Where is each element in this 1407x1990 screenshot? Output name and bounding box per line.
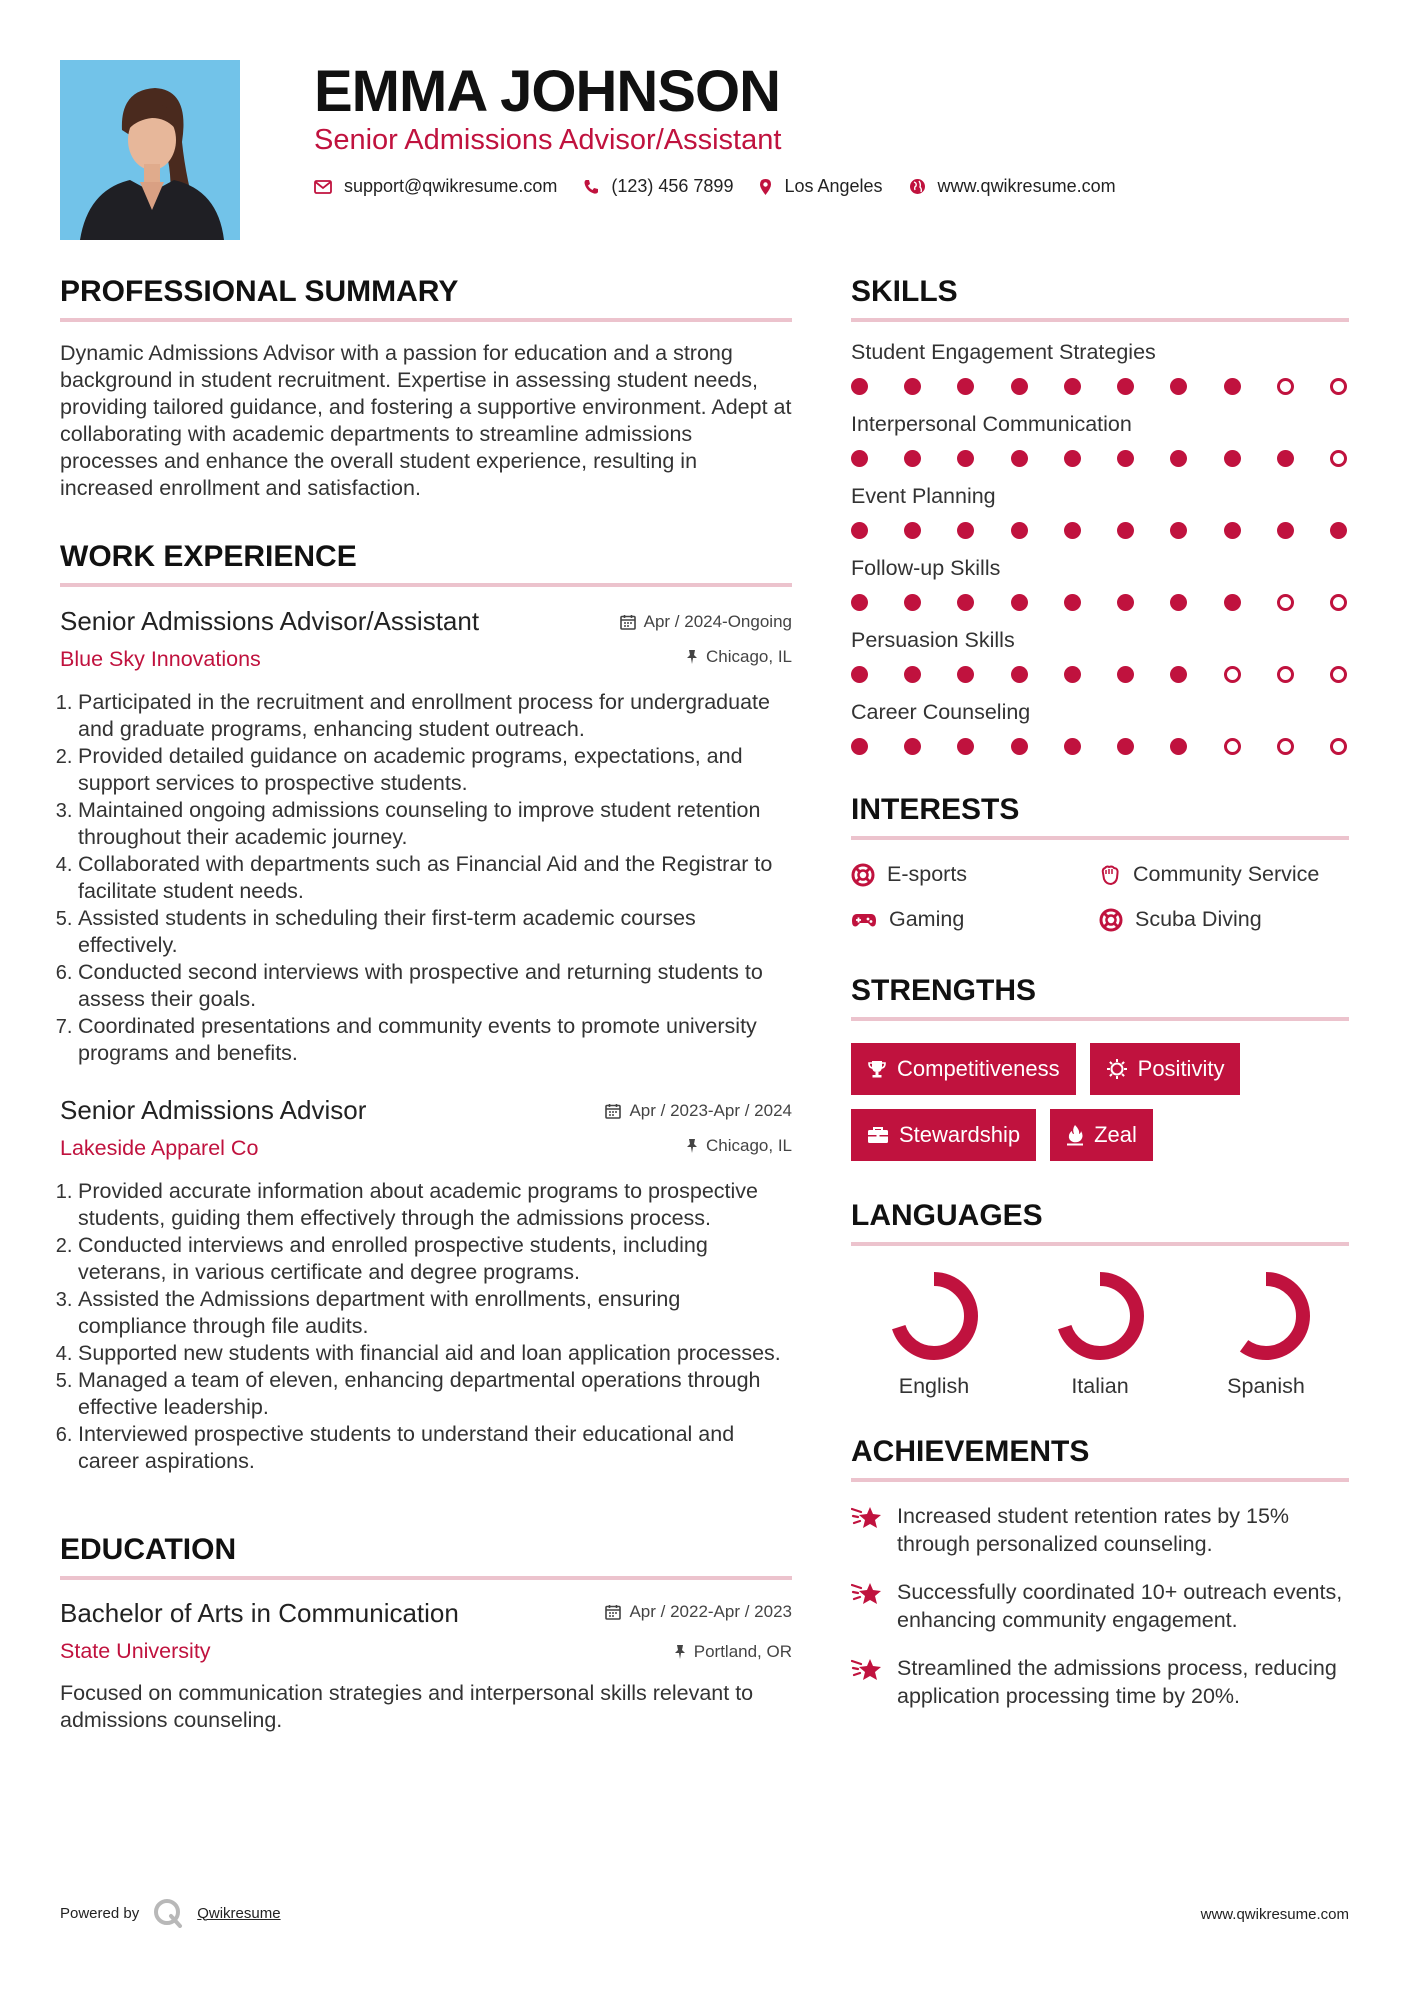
skills-divider bbox=[851, 318, 1349, 322]
achievements-section bbox=[851, 1435, 1349, 1710]
fire-icon bbox=[1066, 1124, 1084, 1146]
rating-dot-filled bbox=[1330, 522, 1347, 539]
achievement-text: Successfully coordinated 10+ outreach events, enhancing community engagement. bbox=[897, 1580, 1343, 1632]
profile-photo bbox=[60, 60, 240, 240]
powered-by-text: Powered by bbox=[60, 1904, 140, 1922]
rating-dot-filled bbox=[1117, 594, 1134, 611]
rating-dot-filled bbox=[1170, 738, 1187, 755]
rating-dot-filled bbox=[957, 594, 974, 611]
rating-dot-filled bbox=[851, 594, 868, 611]
calendar-icon bbox=[605, 1604, 621, 1620]
rating-dot-empty bbox=[1277, 738, 1294, 755]
interests-grid bbox=[851, 862, 1349, 932]
rating-dot-filled bbox=[1117, 738, 1134, 755]
skill-name: Persuasion Skills bbox=[851, 628, 1015, 652]
achievements-title: ACHIEVEMENTS bbox=[851, 1435, 1090, 1468]
rating-dot-filled bbox=[1011, 522, 1028, 539]
rating-dot-filled bbox=[1224, 378, 1241, 395]
job-location-text: Chicago, IL bbox=[706, 647, 792, 666]
job-entry bbox=[60, 606, 792, 1067]
rating-dot-empty bbox=[1330, 594, 1347, 611]
rating-dot-empty bbox=[1277, 378, 1294, 395]
pushpin-icon bbox=[686, 649, 698, 665]
lifebuoy-icon bbox=[851, 863, 875, 887]
rating-dot-filled bbox=[1277, 450, 1294, 467]
education-location-text: Portland, OR bbox=[693, 1642, 792, 1661]
strengths-badges bbox=[851, 1043, 1349, 1175]
list-item: 2. Conducted interviews and enrolled prospective students, including veterans, in various certificate and degree programs. bbox=[78, 1232, 792, 1286]
rating-dot-filled bbox=[957, 666, 974, 683]
strengths-section bbox=[851, 974, 1349, 1175]
achievement-text: Streamlined the admissions process, reducing application processing time by 20%. bbox=[897, 1656, 1337, 1708]
strength-badge bbox=[1050, 1109, 1153, 1161]
rating-dot-filled bbox=[1064, 522, 1081, 539]
candidate-role: Senior Admissions Advisor/Assistant bbox=[314, 124, 782, 156]
rating-dot-filled bbox=[1277, 522, 1294, 539]
interests-divider bbox=[851, 836, 1349, 840]
rating-dot-filled bbox=[1064, 378, 1081, 395]
rating-dot-filled bbox=[1064, 738, 1081, 755]
achievement-item bbox=[851, 1654, 1349, 1710]
rating-dot-filled bbox=[851, 378, 868, 395]
rating-dot-empty bbox=[1330, 378, 1347, 395]
qwikresume-logo-icon bbox=[153, 1898, 183, 1928]
shooting-star-icon bbox=[851, 1580, 885, 1606]
left-column bbox=[60, 275, 792, 1734]
achievement-text: Increased student retention rates by 15% through personalized counseling. bbox=[897, 1504, 1290, 1556]
list-item: 3. Assisted the Admissions department with enrollments, ensuring compliance through file audits. bbox=[78, 1286, 792, 1340]
strength-badge bbox=[851, 1109, 1036, 1161]
rating-dot-empty bbox=[1277, 594, 1294, 611]
language-ring bbox=[888, 1270, 980, 1362]
job-title: Senior Admissions Advisor bbox=[60, 1095, 367, 1125]
interest-label: Gaming bbox=[889, 907, 965, 931]
rating-dot-filled bbox=[1011, 666, 1028, 683]
rating-dot-filled bbox=[1064, 594, 1081, 611]
rating-dot-filled bbox=[851, 450, 868, 467]
rating-dot-filled bbox=[1117, 522, 1134, 539]
globe-icon bbox=[909, 178, 926, 195]
skills-list bbox=[851, 340, 1349, 755]
school-name: State University bbox=[60, 1639, 211, 1663]
list-item: 7. Coordinated presentations and community events to promote university programs and benefits. bbox=[78, 1013, 792, 1067]
languages-title: LANGUAGES bbox=[851, 1199, 1043, 1232]
language-label: Italian bbox=[1071, 1374, 1129, 1398]
job-title: Senior Admissions Advisor/Assistant bbox=[60, 606, 480, 636]
job-entry bbox=[60, 1095, 792, 1475]
sun-icon bbox=[1106, 1058, 1128, 1080]
skill-rating bbox=[851, 522, 1349, 539]
email-text: support@qwikresume.com bbox=[344, 176, 558, 196]
job-date-text: Apr / 2024-Ongoing bbox=[643, 612, 792, 631]
contact-website[interactable] bbox=[909, 176, 1116, 197]
interest-label: Community Service bbox=[1133, 862, 1320, 886]
skill-name: Interpersonal Communication bbox=[851, 412, 1132, 436]
pushpin-icon bbox=[686, 1138, 698, 1154]
strength-label: Competitiveness bbox=[897, 1056, 1060, 1081]
job-bullets bbox=[60, 1178, 792, 1475]
language-item bbox=[1017, 1270, 1183, 1399]
rating-dot-empty bbox=[1277, 666, 1294, 683]
rating-dot-filled bbox=[1224, 450, 1241, 467]
education-divider bbox=[60, 1576, 792, 1580]
list-item: 1. Participated in the recruitment and enrollment process for undergraduate and graduate programs, enhancing student outreach. bbox=[78, 689, 792, 743]
gamepad-icon bbox=[851, 911, 877, 929]
contact-bar bbox=[314, 176, 1142, 197]
language-ring-arc bbox=[1063, 1279, 1137, 1353]
interests-title: INTERESTS bbox=[851, 793, 1020, 826]
summary-divider bbox=[60, 318, 792, 322]
shooting-star-icon bbox=[851, 1656, 885, 1682]
interest-label: E-sports bbox=[887, 862, 968, 886]
language-ring bbox=[1220, 1270, 1312, 1362]
language-item bbox=[851, 1270, 1017, 1399]
languages-list bbox=[851, 1270, 1349, 1399]
languages-section bbox=[851, 1199, 1349, 1399]
pushpin-icon bbox=[674, 1644, 686, 1660]
summary-section bbox=[60, 275, 792, 502]
list-item: 1. Provided accurate information about academic programs to prospective students, guiding them effectively through the admissions process. bbox=[78, 1178, 792, 1232]
job-location bbox=[686, 1136, 792, 1156]
map-pin-icon bbox=[759, 178, 772, 196]
language-ring-arc bbox=[897, 1279, 971, 1353]
rating-dot-filled bbox=[1011, 594, 1028, 611]
rating-dot-filled bbox=[851, 522, 868, 539]
job-date bbox=[605, 1101, 792, 1121]
rating-dot-filled bbox=[1011, 378, 1028, 395]
rating-dot-filled bbox=[1170, 450, 1187, 467]
language-label: English bbox=[898, 1374, 970, 1398]
education-location bbox=[674, 1642, 792, 1662]
rating-dot-filled bbox=[1224, 594, 1241, 611]
achievements-divider bbox=[851, 1478, 1349, 1482]
skill-name: Student Engagement Strategies bbox=[851, 340, 1156, 364]
rating-dot-filled bbox=[1224, 522, 1241, 539]
job-date bbox=[620, 612, 792, 632]
language-ring-arc bbox=[1229, 1279, 1303, 1353]
list-item: 3. Maintained ongoing admissions counseling to improve student retention throughout their academic journey. bbox=[78, 797, 792, 851]
skill-rating bbox=[851, 450, 1349, 467]
briefcase-icon bbox=[867, 1126, 889, 1144]
rating-dot-filled bbox=[1170, 378, 1187, 395]
experience-divider bbox=[60, 583, 792, 587]
rating-dot-filled bbox=[957, 522, 974, 539]
rating-dot-filled bbox=[851, 738, 868, 755]
shooting-star-icon bbox=[851, 1504, 885, 1530]
skills-title: SKILLS bbox=[851, 275, 958, 308]
job-location-text: Chicago, IL bbox=[706, 1136, 792, 1155]
interest-item bbox=[851, 907, 1099, 932]
skills-section bbox=[851, 275, 1349, 755]
rating-dot-filled bbox=[1064, 666, 1081, 683]
achievement-item bbox=[851, 1502, 1349, 1558]
job-bullets bbox=[60, 689, 792, 1067]
education-date bbox=[605, 1602, 792, 1622]
rating-dot-filled bbox=[1117, 450, 1134, 467]
interest-item bbox=[851, 862, 1099, 887]
calendar-icon bbox=[605, 1103, 621, 1119]
rating-dot-filled bbox=[1170, 666, 1187, 683]
contact-email[interactable] bbox=[314, 176, 557, 197]
skill-name: Follow-up Skills bbox=[851, 556, 1001, 580]
rating-dot-filled bbox=[957, 378, 974, 395]
strengths-title: STRENGTHS bbox=[851, 974, 1037, 1007]
envelope-icon bbox=[314, 180, 332, 194]
skill-rating bbox=[851, 666, 1349, 683]
list-item: 5. Assisted students in scheduling their first-term academic courses effectively. bbox=[78, 905, 792, 959]
strength-badge bbox=[851, 1043, 1076, 1095]
interest-label: Scuba Diving bbox=[1135, 907, 1262, 931]
rating-dot-filled bbox=[904, 594, 921, 611]
rating-dot-filled bbox=[1011, 450, 1028, 467]
rating-dot-filled bbox=[904, 378, 921, 395]
lifebuoy-icon bbox=[1099, 908, 1123, 932]
skill-name: Event Planning bbox=[851, 484, 996, 508]
candidate-name: EMMA JOHNSON bbox=[314, 59, 780, 124]
contact-location bbox=[759, 176, 882, 197]
footer-url[interactable]: www.qwikresume.com bbox=[1200, 1906, 1349, 1923]
rating-dot-filled bbox=[957, 738, 974, 755]
phone-icon bbox=[583, 179, 599, 195]
education-entry bbox=[60, 1598, 792, 1734]
rating-dot-filled bbox=[1064, 450, 1081, 467]
list-item: 4. Supported new students with financial aid and loan application processes. bbox=[78, 1340, 792, 1367]
skill-rating bbox=[851, 378, 1349, 395]
skill-rating bbox=[851, 738, 1349, 755]
interests-section bbox=[851, 793, 1349, 932]
rating-dot-filled bbox=[904, 450, 921, 467]
job-company: Blue Sky Innovations bbox=[60, 647, 261, 671]
list-item: 6. Interviewed prospective students to understand their educational and career aspirations. bbox=[78, 1421, 792, 1475]
rating-dot-filled bbox=[1170, 594, 1187, 611]
rating-dot-empty bbox=[1330, 738, 1347, 755]
rating-dot-filled bbox=[1117, 666, 1134, 683]
summary-title: PROFESSIONAL SUMMARY bbox=[60, 275, 459, 308]
languages-divider bbox=[851, 1242, 1349, 1246]
rating-dot-filled bbox=[904, 738, 921, 755]
strengths-divider bbox=[851, 1017, 1349, 1021]
website-text: www.qwikresume.com bbox=[937, 176, 1116, 196]
profile-photo-illustration bbox=[60, 60, 240, 240]
rating-dot-filled bbox=[851, 666, 868, 683]
contact-phone[interactable] bbox=[583, 176, 733, 197]
calendar-icon bbox=[620, 614, 636, 630]
strength-badge bbox=[1090, 1043, 1241, 1095]
list-item: 2. Provided detailed guidance on academic programs, expectations, and support services to prospective students. bbox=[78, 743, 792, 797]
experience-section bbox=[60, 540, 792, 1475]
brand-link[interactable]: Qwikresume bbox=[197, 1904, 281, 1922]
rating-dot-empty bbox=[1224, 666, 1241, 683]
hand-icon bbox=[1099, 864, 1121, 886]
skill-rating bbox=[851, 594, 1349, 611]
job-date-text: Apr / 2023-Apr / 2024 bbox=[629, 1101, 792, 1120]
language-ring bbox=[1054, 1270, 1146, 1362]
rating-dot-filled bbox=[1117, 378, 1134, 395]
right-column bbox=[851, 275, 1349, 1710]
list-item: 6. Conducted second interviews with prospective and returning students to assess their goals. bbox=[78, 959, 792, 1013]
job-location bbox=[686, 647, 792, 667]
education-description: Focused on communication strategies and interpersonal skills relevant to admissions counseling. bbox=[60, 1681, 754, 1732]
experience-title: WORK EXPERIENCE bbox=[60, 540, 357, 573]
strength-label: Positivity bbox=[1137, 1056, 1225, 1081]
rating-dot-filled bbox=[1011, 738, 1028, 755]
strength-label: Stewardship bbox=[899, 1122, 1021, 1147]
interest-item bbox=[1099, 907, 1349, 932]
list-item: 5. Managed a team of eleven, enhancing departmental operations through effective leadership. bbox=[78, 1367, 792, 1421]
footer-powered-by bbox=[60, 1898, 281, 1928]
interest-item bbox=[1099, 862, 1349, 887]
rating-dot-filled bbox=[904, 666, 921, 683]
strength-label: Zeal bbox=[1094, 1122, 1137, 1147]
rating-dot-filled bbox=[904, 522, 921, 539]
location-text: Los Angeles bbox=[784, 176, 883, 196]
job-company: Lakeside Apparel Co bbox=[60, 1136, 259, 1160]
education-date-text: Apr / 2022-Apr / 2023 bbox=[629, 1602, 792, 1621]
trophy-icon bbox=[867, 1059, 887, 1079]
skill-name: Career Counseling bbox=[851, 700, 1031, 724]
achievement-item bbox=[851, 1578, 1349, 1634]
education-section bbox=[60, 1533, 792, 1734]
education-title: EDUCATION bbox=[60, 1533, 237, 1566]
degree-title: Bachelor of Arts in Communication bbox=[60, 1598, 459, 1628]
language-item bbox=[1183, 1270, 1349, 1399]
summary-text: Dynamic Admissions Advisor with a passion for education and a strong background in student recruitment. Expertise in assessing student needs, providing tailored guidance, and fostering a supportive environment. Adept at collaborating with academic departments to streamline admissions processes and enhance the overall student experience, resulting in increased enrollment and satisfaction. bbox=[60, 341, 792, 500]
language-label: Spanish bbox=[1227, 1374, 1305, 1398]
rating-dot-empty bbox=[1330, 666, 1347, 683]
rating-dot-filled bbox=[1170, 522, 1187, 539]
list-item: 4. Collaborated with departments such as Financial Aid and the Registrar to facilitate student needs. bbox=[78, 851, 792, 905]
phone-text: (123) 456 7899 bbox=[611, 176, 734, 196]
rating-dot-empty bbox=[1224, 738, 1241, 755]
rating-dot-filled bbox=[957, 450, 974, 467]
rating-dot-empty bbox=[1330, 450, 1347, 467]
